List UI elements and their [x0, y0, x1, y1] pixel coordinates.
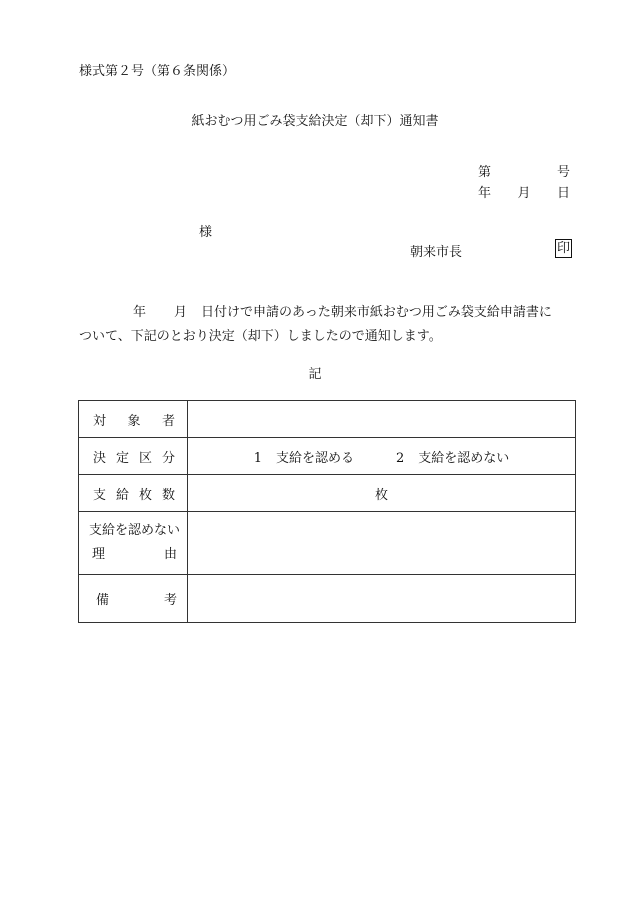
document-number-line [478, 161, 570, 180]
table-row-reason [79, 512, 576, 575]
date-day: 日 [556, 186, 570, 201]
table-row-decision [79, 438, 576, 475]
reason-value-cell[interactable] [188, 512, 576, 575]
body-line1-rest: 日付けで申請のあった朝来市紙おむつ用ごみ袋支給申請書に [201, 305, 552, 320]
option-deny[interactable]: 2 支給を認めない [396, 450, 510, 466]
option-approve[interactable]: 1 支給を認める [253, 450, 354, 466]
reason-label: 支給を認めない 理 由 [79, 512, 188, 575]
quantity-value-cell[interactable] [188, 475, 576, 512]
seal-mark: 印 [557, 241, 571, 256]
date-year: 年 [478, 186, 492, 201]
body-month: 月 [174, 305, 188, 320]
remarks-label: 備 考 [79, 575, 188, 623]
decision-options-cell [188, 438, 576, 475]
target-label: 対 象 者 [79, 401, 188, 438]
ki-heading: 記 [308, 367, 322, 382]
number-suffix: 号 [556, 165, 570, 180]
target-value-cell[interactable] [188, 401, 576, 438]
number-prefix: 第 [478, 165, 492, 180]
document-title: 紙おむつ用ごみ袋支給決定（却下）通知書 [191, 114, 439, 129]
notice-body-line2: ついて、下記のとおり決定（却下）しましたので通知します。 [79, 329, 442, 344]
body-year: 年 [133, 305, 147, 320]
quantity-label: 支 給 枚 数 [79, 475, 188, 512]
remarks-value-cell[interactable] [188, 575, 576, 623]
document-date-line [478, 182, 570, 201]
notice-body [79, 301, 552, 349]
table-row-quantity [79, 475, 576, 512]
issuer-name: 朝来市長 [410, 245, 463, 260]
table-row-target [79, 401, 576, 438]
addressee-suffix: 様 [199, 225, 213, 240]
quantity-unit: 枚 [374, 487, 388, 503]
notice-body-line1 [79, 301, 552, 325]
date-month: 月 [517, 186, 531, 201]
decision-table [78, 400, 576, 623]
decision-label: 決 定 区 分 [79, 438, 188, 475]
table-row-remarks [79, 575, 576, 623]
form-number: 様式第２号（第６条関係） [79, 64, 236, 79]
